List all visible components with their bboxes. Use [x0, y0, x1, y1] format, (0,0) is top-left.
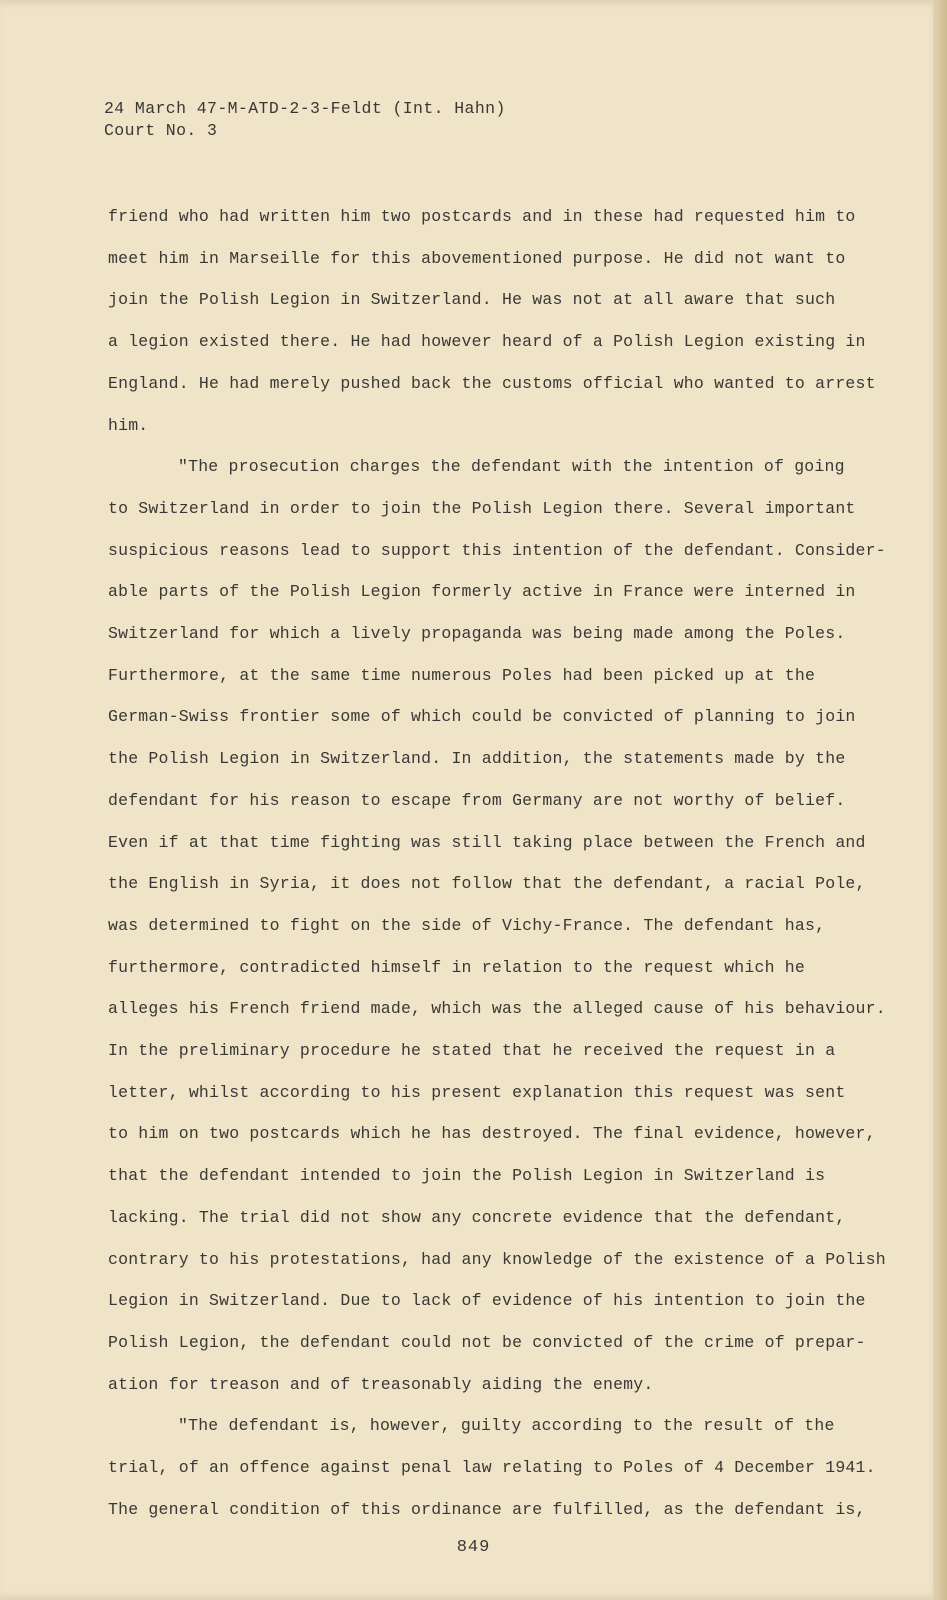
body-line: Legion in Switzerland. Due to lack of evidence of his intention to join the	[108, 1291, 866, 1311]
body-line: to Switzerland in order to join the Polish Legion there. Several important	[108, 498, 856, 518]
body-line: was determined to fight on the side of Vichy-France. The defendant has,	[108, 915, 826, 935]
body-line: German-Swiss frontier some of which could be convicted of planning to join	[108, 707, 856, 727]
document-header	[104, 98, 506, 142]
body-line: suspicious reasons lead to support this intention of the defendant. Consider-	[108, 540, 886, 560]
body-line: defendant for his reason to escape from Germany are not worthy of belief.	[108, 790, 846, 810]
page-edge-shadow	[933, 0, 947, 1600]
body-line: able parts of the Polish Legion formerly active in France were interned in	[108, 582, 856, 602]
body-line: England. He had merely pushed back the customs official who wanted to arrest	[108, 373, 876, 393]
body-line: The general condition of this ordinance are fulfilled, as the defendant is,	[108, 1499, 866, 1519]
body-line: Even if at that time fighting was still taking place between the French and	[108, 832, 866, 852]
body-line: to him on two postcards which he has destroyed. The final evidence, however,	[108, 1124, 876, 1144]
body-line: him.	[108, 415, 149, 435]
body-line: trial, of an offence against penal law relating to Poles of 4 December 1941.	[108, 1458, 876, 1478]
body-line: furthermore, contradicted himself in relation to the request which he	[108, 957, 806, 977]
body-line: the English in Syria, it does not follow that the defendant, a racial Pole,	[108, 874, 866, 894]
body-line: letter, whilst according to his present explanation this request was sent	[108, 1082, 846, 1102]
body-line: friend who had written him two postcards and in these had requested him to	[108, 207, 856, 226]
body-line: lacking. The trial did not show any concrete evidence that the defendant,	[108, 1207, 846, 1227]
body-line: that the defendant intended to join the Polish Legion in Switzerland is	[108, 1166, 826, 1186]
body-line: contrary to his protestations, had any knowledge of the existence of a Polish	[108, 1249, 886, 1269]
document-body	[108, 196, 898, 1531]
page-number: 849	[456, 1538, 491, 1557]
body-line: Furthermore, at the same time numerous Poles had been picked up at the	[108, 665, 816, 685]
header-line-1: 24 March 47-M-ATD-2-3-Feldt (Int. Hahn)	[104, 99, 506, 118]
body-line: the Polish Legion in Switzerland. In addition, the statements made by the	[108, 749, 846, 769]
body-line: join the Polish Legion in Switzerland. He was not at all aware that such	[108, 290, 836, 310]
body-line: a legion existed there. He had however heard of a Polish Legion existing in	[108, 332, 866, 352]
body-line: Polish Legion, the defendant could not be convicted of the crime of prepar-	[108, 1332, 866, 1352]
body-line: "The defendant is, however, guilty according to the result of the	[178, 1416, 835, 1436]
body-line: alleges his French friend made, which was the alleged cause of his behaviour.	[108, 999, 886, 1019]
body-line: Switzerland for which a lively propaganda was being made among the Poles.	[108, 624, 846, 644]
header-line-2: Court No. 3	[104, 121, 218, 140]
body-line: meet him in Marseille for this abovementioned purpose. He did not want to	[108, 248, 846, 268]
body-line: In the preliminary procedure he stated that he received the request in a	[108, 1041, 836, 1061]
body-line: ation for treason and of treasonably aiding the enemy.	[108, 1374, 654, 1394]
body-line: "The prosecution charges the defendant with the intention of going	[178, 457, 845, 477]
